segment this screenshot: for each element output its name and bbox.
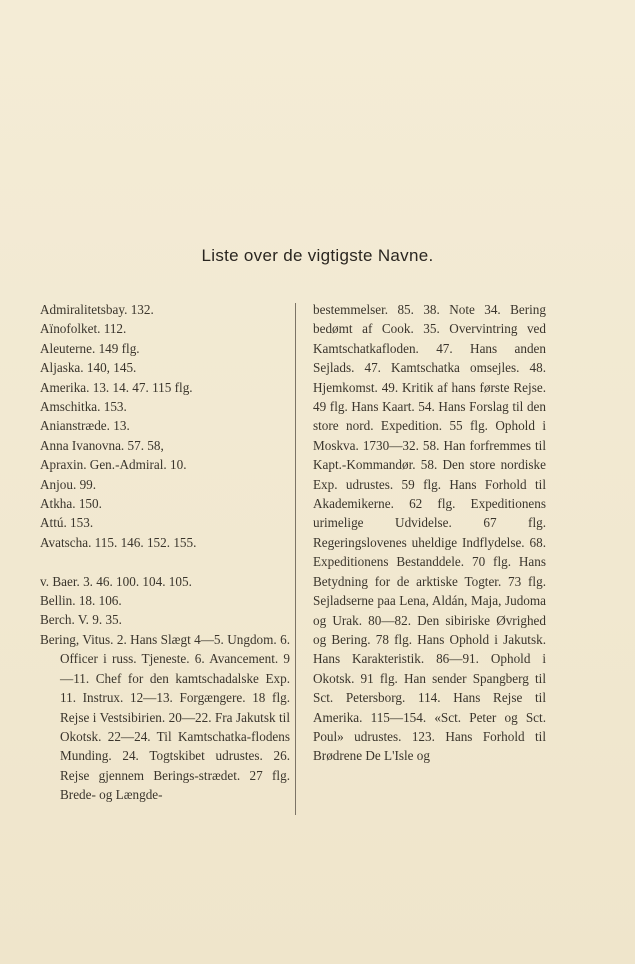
index-entry: Apraxin. Gen.-Admiral. 10. (40, 457, 187, 473)
index-entry: Admiralitetsbay. 132. (40, 302, 154, 317)
index-left-column (40, 300, 290, 805)
index-entry: Avatscha. 115. 146. 152. 155. (40, 534, 197, 550)
index-entry: Attú. 153. (40, 515, 94, 531)
index-entry: Aljaska. 140, 145. (40, 360, 137, 376)
index-entry: Berch. V. 9. 35. (40, 612, 122, 628)
index-entry: Anianstræde. 13. (40, 418, 130, 434)
index-entry: Aleuterne. 149 flg. (40, 340, 140, 356)
index-entry: Amerika. 13. 14. 47. 115 flg. (40, 379, 193, 395)
index-right-column (313, 300, 546, 766)
index-entry-bering-continued: bestemmelser. 85. 38. Note 34. Bering bedømt af Cook. 35. Overvintring ved Kamtschatkafloden. 47. Hans anden Sejlads. 47. Kamtschatka omsejles. 48. Hjemkomst. 49. Kritik af hans første Rejse. 49 flg. Hans Kaart. 54. Hans Forslag til den store nord. Expedition. 55 flg. Ophold i Moskva. 1730—32. 58. Han forfremmes til Kapt.-Kommandør. 58. Den store nordiske Exp. udrustes. 59 flg. Hans Forhold til Akademikerne. 62 flg. Expeditionens urimelige Udvidelse. 67 flg. Regeringslovenes uheldige Indflydelse. 68. Expeditionens Bestanddele. 70 flg. Hans Betydning for de arktiske Togter. 73 flg. Sejladserne paa Lena, Aldán, Maja, Judoma og Urak. 80—82. Den sibiriske Øvrighed og Bering. 78 flg. Hans Ophold i Jakutsk. Hans Karakteristik. 86—91. Ophold i Okotsk. 91 flg. Han sender Spangberg til Sct. Petersborg. 114. Hans Rejse til Amerika. 115—154. «Sct. Peter og Sct. Poul» udrustes. 123. Hans Forhold til Brødrene De L'Isle og (313, 302, 546, 764)
index-entry: Atkha. 150. (40, 496, 102, 512)
index-entry: Aïnofolket. 112. (40, 321, 127, 337)
index-entry: Amschitka. 153. (40, 399, 127, 415)
page-title: Liste over de vigtigste Navne. (201, 246, 434, 265)
section-gap (40, 552, 290, 571)
index-entry: Anna Ivanovna. 57. 58, (40, 437, 164, 453)
index-entry: v. Baer. 3. 46. 100. 104. 105. (40, 573, 192, 589)
index-entry: Bellin. 18. 106. (40, 593, 122, 609)
index-entry: Anjou. 99. (40, 476, 97, 492)
column-divider (295, 303, 296, 815)
index-entry-bering: Bering, Vitus. 2. Hans Slægt 4—5. Ungdom. 6. Officer i russ. Tjeneste. 6. Avancement. 9—11. Chef for den kamtschadalske Exp. 11. Instrux. 12—13. Forgængere. 18 flg. Rejse i Vestsibirien. 20—22. Fra Jakutsk til Okotsk. 22—24. Til Kamtschatka-flodens Munding. 24. Togtskibet udrustes. 26. Rejse gjennem Berings-strædet. 27 flg. Brede- og Længde- (40, 631, 290, 803)
